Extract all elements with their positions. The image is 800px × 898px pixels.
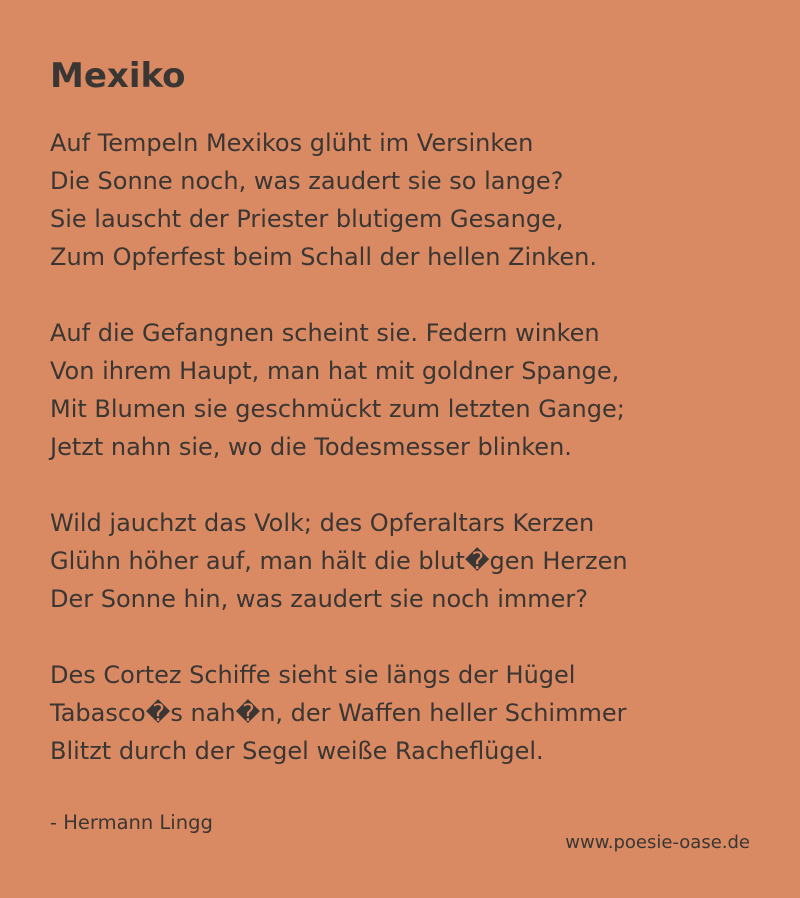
poem-line: Zum Opferfest beim Schall der hellen Zinken. [50, 243, 597, 271]
poem-line: Des Cortez Schiffe sieht sie längs der Hügel [50, 661, 576, 689]
poem-line: Auf Tempeln Mexikos glüht im Versinken [50, 129, 534, 157]
poem-line: Blitzt durch der Segel weiße Racheflügel. [50, 737, 544, 765]
website-url: www.poesie-oase.de [565, 832, 750, 853]
poem-page [50, 52, 760, 838]
poem-line: Von ihrem Haupt, man hat mit goldner Spange, [50, 357, 620, 385]
stanza-2 [50, 314, 760, 466]
poem-line: Auf die Gefangnen scheint sie. Federn winken [50, 319, 600, 347]
stanza-4 [50, 656, 760, 770]
poem-author: - Hermann Lingg [50, 811, 213, 834]
stanza-1 [50, 124, 760, 276]
poem-line: Mit Blumen sie geschmückt zum letzten Gange; [50, 395, 625, 423]
poem-title: Mexiko [50, 56, 186, 96]
stanza-3 [50, 504, 760, 618]
poem-line: Sie lauscht der Priester blutigem Gesange, [50, 205, 564, 233]
poem-line: Jetzt nahn sie, wo die Todesmesser blinken. [50, 433, 572, 461]
poem-line: Der Sonne hin, was zaudert sie noch immer? [50, 585, 589, 613]
poem-line: Wild jauchzt das Volk; des Opferaltars Kerzen [50, 509, 595, 537]
poem-line: Glühn höher auf, man hält die blut�gen Herzen [50, 547, 628, 575]
poem-line: Die Sonne noch, was zaudert sie so lange? [50, 167, 564, 195]
poem-line: Tabasco�s nah�n, der Waffen heller Schimmer [50, 699, 627, 727]
